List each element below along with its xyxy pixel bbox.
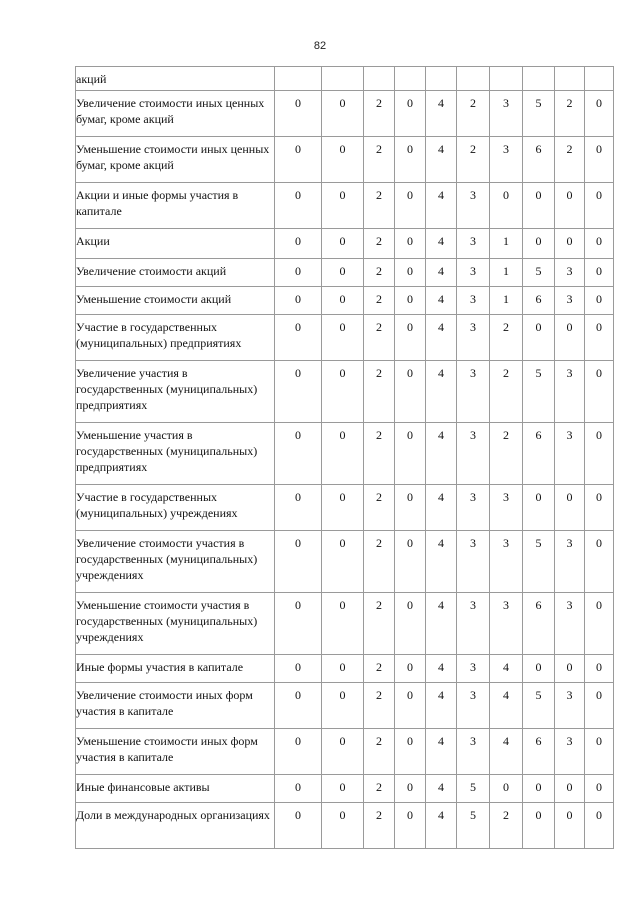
table-row bbox=[76, 229, 614, 259]
code-cell: 0 bbox=[585, 287, 614, 315]
code-cell: 0 bbox=[275, 91, 322, 137]
code-cell: 5 bbox=[457, 775, 490, 803]
row-name-cell: Уменьшение стоимости иных ценных бумаг, кроме акций bbox=[76, 137, 275, 183]
code-cell: 2 bbox=[364, 183, 395, 229]
code-cell: 0 bbox=[555, 485, 585, 531]
code-cell: 4 bbox=[426, 655, 457, 683]
code-cell: 0 bbox=[395, 775, 426, 803]
code-cell bbox=[523, 67, 555, 91]
table-row bbox=[76, 423, 614, 485]
code-cell: 0 bbox=[395, 729, 426, 775]
code-cell: 0 bbox=[555, 655, 585, 683]
code-cell: 0 bbox=[322, 183, 364, 229]
code-cell: 3 bbox=[457, 315, 490, 361]
code-cell: 0 bbox=[275, 229, 322, 259]
code-cell: 0 bbox=[585, 531, 614, 593]
row-name-cell: Иные формы участия в капитале bbox=[76, 655, 275, 683]
code-cell: 2 bbox=[364, 361, 395, 423]
code-cell bbox=[555, 67, 585, 91]
code-cell: 0 bbox=[555, 183, 585, 229]
code-cell: 0 bbox=[322, 803, 364, 849]
row-name-cell: Участие в государственных (муниципальных) учреждениях bbox=[76, 485, 275, 531]
code-cell: 2 bbox=[364, 91, 395, 137]
row-name-cell: Увеличение стоимости иных форм участия в капитале bbox=[76, 683, 275, 729]
code-cell: 2 bbox=[457, 137, 490, 183]
row-name-cell: Уменьшение стоимости акций bbox=[76, 287, 275, 315]
code-cell: 0 bbox=[275, 531, 322, 593]
code-cell: 2 bbox=[364, 803, 395, 849]
code-cell: 0 bbox=[275, 655, 322, 683]
code-cell: 3 bbox=[457, 729, 490, 775]
code-cell: 3 bbox=[555, 531, 585, 593]
page-number: 82 bbox=[313, 40, 327, 52]
code-cell: 3 bbox=[457, 655, 490, 683]
code-cell: 0 bbox=[322, 229, 364, 259]
code-cell: 0 bbox=[322, 655, 364, 683]
code-cell: 0 bbox=[585, 229, 614, 259]
code-cell: 2 bbox=[364, 593, 395, 655]
code-cell: 3 bbox=[490, 137, 523, 183]
code-cell bbox=[457, 67, 490, 91]
code-cell: 0 bbox=[322, 729, 364, 775]
code-cell: 4 bbox=[490, 683, 523, 729]
table-row bbox=[76, 315, 614, 361]
code-cell: 0 bbox=[275, 729, 322, 775]
classification-table bbox=[75, 66, 614, 849]
code-cell: 3 bbox=[457, 593, 490, 655]
row-name-cell: Акции bbox=[76, 229, 275, 259]
code-cell: 0 bbox=[275, 315, 322, 361]
code-cell: 3 bbox=[555, 287, 585, 315]
table-row bbox=[76, 183, 614, 229]
code-cell: 0 bbox=[395, 531, 426, 593]
code-cell: 0 bbox=[322, 315, 364, 361]
code-cell: 4 bbox=[426, 259, 457, 287]
code-cell: 0 bbox=[395, 803, 426, 849]
table-row bbox=[76, 729, 614, 775]
table-row bbox=[76, 137, 614, 183]
code-cell: 0 bbox=[322, 287, 364, 315]
code-cell: 0 bbox=[523, 183, 555, 229]
code-cell: 3 bbox=[457, 229, 490, 259]
table-row bbox=[76, 775, 614, 803]
code-cell: 2 bbox=[490, 423, 523, 485]
code-cell: 3 bbox=[490, 593, 523, 655]
code-cell: 0 bbox=[275, 593, 322, 655]
row-name-cell: Увеличение стоимости участия в государственных (муниципальных) учреждениях bbox=[76, 531, 275, 593]
code-cell: 0 bbox=[275, 287, 322, 315]
code-cell: 0 bbox=[395, 91, 426, 137]
code-cell: 3 bbox=[457, 683, 490, 729]
code-cell: 2 bbox=[364, 137, 395, 183]
table-row bbox=[76, 259, 614, 287]
code-cell: 4 bbox=[426, 137, 457, 183]
code-cell: 0 bbox=[322, 531, 364, 593]
code-cell: 4 bbox=[426, 361, 457, 423]
code-cell: 4 bbox=[490, 729, 523, 775]
code-cell: 4 bbox=[426, 229, 457, 259]
table-row bbox=[76, 593, 614, 655]
code-cell: 3 bbox=[555, 593, 585, 655]
table-row bbox=[76, 803, 614, 849]
code-cell: 0 bbox=[555, 315, 585, 361]
code-cell: 0 bbox=[523, 655, 555, 683]
code-cell: 2 bbox=[364, 259, 395, 287]
code-cell: 0 bbox=[395, 361, 426, 423]
code-cell: 2 bbox=[555, 91, 585, 137]
code-cell: 3 bbox=[457, 287, 490, 315]
code-cell: 3 bbox=[457, 361, 490, 423]
code-cell: 0 bbox=[322, 423, 364, 485]
code-cell: 3 bbox=[457, 423, 490, 485]
code-cell: 5 bbox=[523, 683, 555, 729]
code-cell: 0 bbox=[523, 315, 555, 361]
code-cell: 2 bbox=[364, 655, 395, 683]
code-cell: 0 bbox=[322, 137, 364, 183]
code-cell: 0 bbox=[322, 593, 364, 655]
code-cell: 0 bbox=[585, 423, 614, 485]
code-cell: 3 bbox=[490, 485, 523, 531]
code-cell: 4 bbox=[426, 593, 457, 655]
code-cell: 0 bbox=[523, 803, 555, 849]
code-cell: 6 bbox=[523, 137, 555, 183]
code-cell: 0 bbox=[275, 259, 322, 287]
row-name-cell: Увеличение участия в государственных (муниципальных) предприятиях bbox=[76, 361, 275, 423]
code-cell: 5 bbox=[523, 531, 555, 593]
code-cell: 1 bbox=[490, 259, 523, 287]
code-cell: 3 bbox=[457, 531, 490, 593]
code-cell: 3 bbox=[457, 485, 490, 531]
code-cell: 2 bbox=[364, 775, 395, 803]
code-cell: 0 bbox=[395, 259, 426, 287]
code-cell: 0 bbox=[275, 775, 322, 803]
code-cell: 5 bbox=[523, 361, 555, 423]
table-row bbox=[76, 287, 614, 315]
code-cell: 0 bbox=[275, 361, 322, 423]
code-cell: 0 bbox=[585, 485, 614, 531]
code-cell: 2 bbox=[457, 91, 490, 137]
code-cell: 0 bbox=[322, 91, 364, 137]
code-cell bbox=[426, 67, 457, 91]
code-cell: 4 bbox=[426, 183, 457, 229]
code-cell: 0 bbox=[555, 775, 585, 803]
code-cell: 0 bbox=[275, 683, 322, 729]
row-name-cell: Увеличение стоимости иных ценных бумаг, кроме акций bbox=[76, 91, 275, 137]
code-cell: 3 bbox=[555, 729, 585, 775]
code-cell: 3 bbox=[490, 91, 523, 137]
row-name-cell: Иные финансовые активы bbox=[76, 775, 275, 803]
code-cell bbox=[322, 67, 364, 91]
table-row bbox=[76, 683, 614, 729]
code-cell: 0 bbox=[523, 485, 555, 531]
code-cell: 0 bbox=[322, 361, 364, 423]
row-name-cell: Доли в международных организациях bbox=[76, 803, 275, 849]
code-cell: 2 bbox=[364, 683, 395, 729]
code-cell: 3 bbox=[555, 423, 585, 485]
code-cell: 0 bbox=[275, 137, 322, 183]
code-cell: 3 bbox=[555, 259, 585, 287]
row-name-cell: Уменьшение участия в государственных (муниципальных) предприятиях bbox=[76, 423, 275, 485]
code-cell: 0 bbox=[585, 361, 614, 423]
code-cell: 0 bbox=[395, 137, 426, 183]
code-cell: 3 bbox=[457, 259, 490, 287]
code-cell bbox=[490, 67, 523, 91]
row-name-cell: Уменьшение стоимости иных форм участия в капитале bbox=[76, 729, 275, 775]
row-name-cell: Участие в государственных (муниципальных) предприятиях bbox=[76, 315, 275, 361]
code-cell: 0 bbox=[585, 259, 614, 287]
code-cell: 3 bbox=[457, 183, 490, 229]
code-cell: 3 bbox=[555, 361, 585, 423]
code-cell: 2 bbox=[364, 315, 395, 361]
code-cell: 1 bbox=[490, 229, 523, 259]
code-cell: 0 bbox=[523, 229, 555, 259]
code-cell: 2 bbox=[364, 423, 395, 485]
code-cell: 0 bbox=[395, 229, 426, 259]
code-cell: 6 bbox=[523, 287, 555, 315]
code-cell: 4 bbox=[426, 315, 457, 361]
code-cell: 4 bbox=[426, 683, 457, 729]
code-cell: 4 bbox=[490, 655, 523, 683]
code-cell: 2 bbox=[364, 485, 395, 531]
code-cell: 6 bbox=[523, 593, 555, 655]
code-cell: 0 bbox=[275, 423, 322, 485]
code-cell: 3 bbox=[490, 531, 523, 593]
code-cell: 4 bbox=[426, 287, 457, 315]
code-cell bbox=[395, 67, 426, 91]
code-cell bbox=[585, 67, 614, 91]
code-cell: 2 bbox=[364, 287, 395, 315]
code-cell: 0 bbox=[585, 593, 614, 655]
code-cell: 0 bbox=[395, 315, 426, 361]
table-row bbox=[76, 91, 614, 137]
code-cell: 5 bbox=[523, 259, 555, 287]
code-cell: 4 bbox=[426, 485, 457, 531]
code-cell: 0 bbox=[490, 775, 523, 803]
row-name-cell: Увеличение стоимости акций bbox=[76, 259, 275, 287]
code-cell bbox=[275, 67, 322, 91]
code-cell: 2 bbox=[364, 531, 395, 593]
code-cell: 0 bbox=[585, 775, 614, 803]
code-cell bbox=[364, 67, 395, 91]
code-cell: 0 bbox=[523, 775, 555, 803]
code-cell: 4 bbox=[426, 531, 457, 593]
code-cell: 0 bbox=[585, 91, 614, 137]
code-cell: 4 bbox=[426, 729, 457, 775]
code-cell: 4 bbox=[426, 775, 457, 803]
code-cell: 0 bbox=[322, 683, 364, 729]
code-cell: 2 bbox=[490, 315, 523, 361]
table-row bbox=[76, 67, 614, 91]
code-cell: 2 bbox=[490, 803, 523, 849]
table-row bbox=[76, 361, 614, 423]
code-cell: 0 bbox=[555, 803, 585, 849]
code-cell: 2 bbox=[364, 729, 395, 775]
code-cell: 0 bbox=[585, 683, 614, 729]
code-cell: 0 bbox=[395, 655, 426, 683]
code-cell: 0 bbox=[395, 183, 426, 229]
table-row bbox=[76, 531, 614, 593]
row-name-cell: акций bbox=[76, 67, 275, 91]
code-cell: 0 bbox=[585, 655, 614, 683]
code-cell: 0 bbox=[585, 729, 614, 775]
code-cell: 0 bbox=[275, 183, 322, 229]
code-cell: 0 bbox=[275, 485, 322, 531]
code-cell: 2 bbox=[490, 361, 523, 423]
code-cell: 3 bbox=[555, 683, 585, 729]
table-row bbox=[76, 485, 614, 531]
code-cell: 0 bbox=[275, 803, 322, 849]
code-cell: 0 bbox=[585, 803, 614, 849]
code-cell: 4 bbox=[426, 91, 457, 137]
code-cell: 5 bbox=[523, 91, 555, 137]
code-cell: 0 bbox=[490, 183, 523, 229]
code-cell: 0 bbox=[585, 137, 614, 183]
row-name-cell: Акции и иные формы участия в капитале bbox=[76, 183, 275, 229]
code-cell: 5 bbox=[457, 803, 490, 849]
code-cell: 2 bbox=[364, 229, 395, 259]
code-cell: 0 bbox=[585, 183, 614, 229]
code-cell: 0 bbox=[585, 315, 614, 361]
code-cell: 0 bbox=[322, 485, 364, 531]
code-cell: 0 bbox=[395, 683, 426, 729]
code-cell: 0 bbox=[395, 485, 426, 531]
code-cell: 0 bbox=[395, 423, 426, 485]
row-name-cell: Уменьшение стоимости участия в государственных (муниципальных) учреждениях bbox=[76, 593, 275, 655]
code-cell: 2 bbox=[555, 137, 585, 183]
code-cell: 0 bbox=[395, 593, 426, 655]
code-cell: 4 bbox=[426, 803, 457, 849]
code-cell: 4 bbox=[426, 423, 457, 485]
code-cell: 1 bbox=[490, 287, 523, 315]
code-cell: 6 bbox=[523, 729, 555, 775]
code-cell: 0 bbox=[395, 287, 426, 315]
code-cell: 0 bbox=[322, 775, 364, 803]
code-cell: 6 bbox=[523, 423, 555, 485]
table-row bbox=[76, 655, 614, 683]
code-cell: 0 bbox=[555, 229, 585, 259]
code-cell: 0 bbox=[322, 259, 364, 287]
